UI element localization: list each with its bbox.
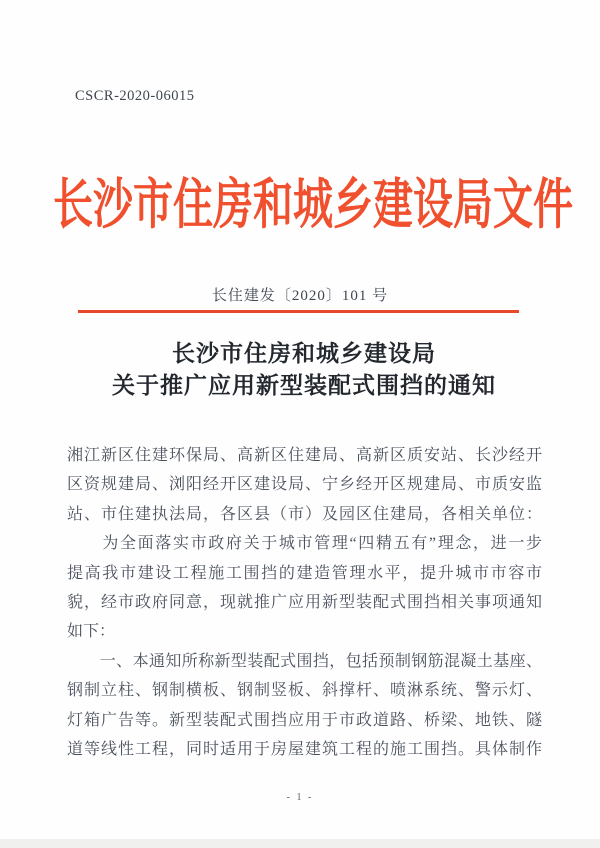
- notice-title: [8, 338, 600, 402]
- document-number: 长住建发〔2020〕101 号: [211, 288, 389, 304]
- body-line-addressees-1: 湘江新区住建环保局、高新区住建局、高新区质安站、长沙经开: [67, 447, 542, 464]
- document-body: [67, 441, 542, 764]
- body-line-para1-3: 貌，经市政府同意，现就推广应用新型装配式围挡相关事项通知: [67, 594, 542, 612]
- body-line-addressees-2: 区资规建局、浏阳经开区建设局、宁乡经开区规建局、市质安监: [67, 476, 542, 494]
- agency-banner-title: 长沙市住房和城乡建设局文件: [53, 173, 573, 236]
- body-line-para2-2: 钢制立柱、钢制横板、钢制竖板、斜撑杆、喷淋系统、警示灯、: [67, 682, 542, 700]
- body-line-para1-1: 为全面落实市政府关于城市管理“四精五有”理念，进一步: [67, 535, 542, 553]
- notice-title-line-2: 关于推广应用新型装配式围挡的通知: [112, 373, 496, 398]
- body-line-para2-1: 一、本通知所称新型装配式围挡，包括预制钢筋混凝土基座、: [67, 652, 542, 670]
- body-line-para1-2: 提高我市建设工程施工围挡的建造管理水平，提升城市市容市: [67, 564, 542, 582]
- body-line-para2-4: 道等线性工程，同时适用于房屋建筑工程的施工围挡。具体制作: [67, 741, 542, 759]
- agency-banner: [26, 173, 600, 236]
- body-line-para1-4: 如下：: [67, 623, 116, 641]
- document-code: CSCR-2020-06015: [75, 88, 195, 104]
- red-divider-line: [78, 310, 519, 313]
- page-number: - 1 -: [286, 792, 314, 803]
- body-line-para2-3: 灯箱广告等。新型装配式围挡应用于市政道路、桥梁、地铁、隧: [67, 711, 542, 729]
- scan-edge-artifact: [0, 839, 600, 848]
- notice-title-line-1: 长沙市住房和城乡建设局: [172, 341, 436, 366]
- body-line-addressees-3: 站、市住建执法局，各区县（市）及园区住建局，各相关单位：: [67, 505, 542, 523]
